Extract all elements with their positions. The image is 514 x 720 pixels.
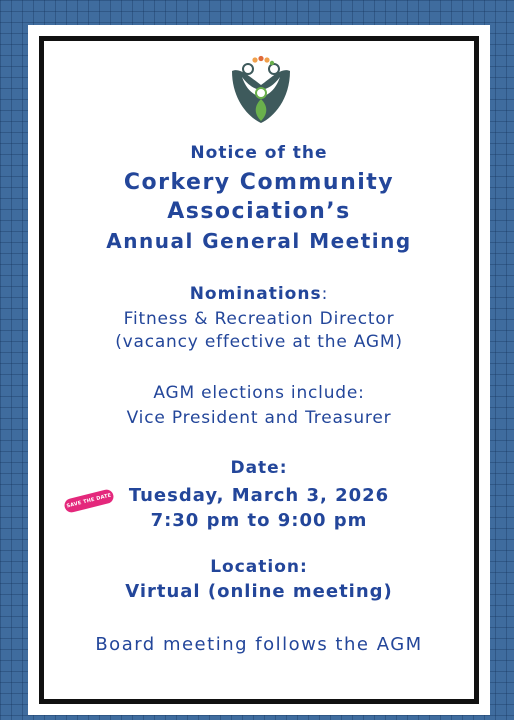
nominations-position: Fitness & Recreation Director: [123, 309, 395, 329]
location-heading: Location:: [210, 557, 308, 577]
organization-name: [28, 168, 490, 226]
nominations-colon: :: [321, 284, 329, 304]
meeting-time: 7:30 pm to 9:00 pm: [150, 510, 368, 531]
nominations-vacancy-note: (vacancy effective at the AGM): [115, 332, 403, 352]
org-name-line1: Corkery Community: [123, 170, 395, 195]
poster-frame: [39, 36, 479, 704]
meeting-title: Annual General Meeting: [106, 229, 412, 253]
meeting-date: Tuesday, March 3, 2026: [128, 485, 390, 506]
community-logo-icon: [226, 55, 296, 125]
nominations-details: [28, 308, 490, 354]
notice-heading: Notice of the: [190, 143, 328, 163]
nominations-label: Nominations: [189, 284, 322, 304]
date-heading: Date:: [230, 458, 288, 478]
elections-intro: AGM elections include:: [153, 383, 365, 403]
elections-positions: Vice President and Treasurer: [126, 408, 392, 428]
notice-poster: [28, 25, 490, 715]
location-value: Virtual (online meeting): [125, 581, 393, 602]
nominations-heading: [28, 284, 490, 304]
board-meeting-note: Board meeting follows the AGM: [95, 634, 423, 655]
org-name-line2: Association’s: [167, 199, 351, 224]
elections-details: [28, 381, 490, 431]
save-the-date-badge: SAVE THE DATE: [63, 488, 115, 514]
